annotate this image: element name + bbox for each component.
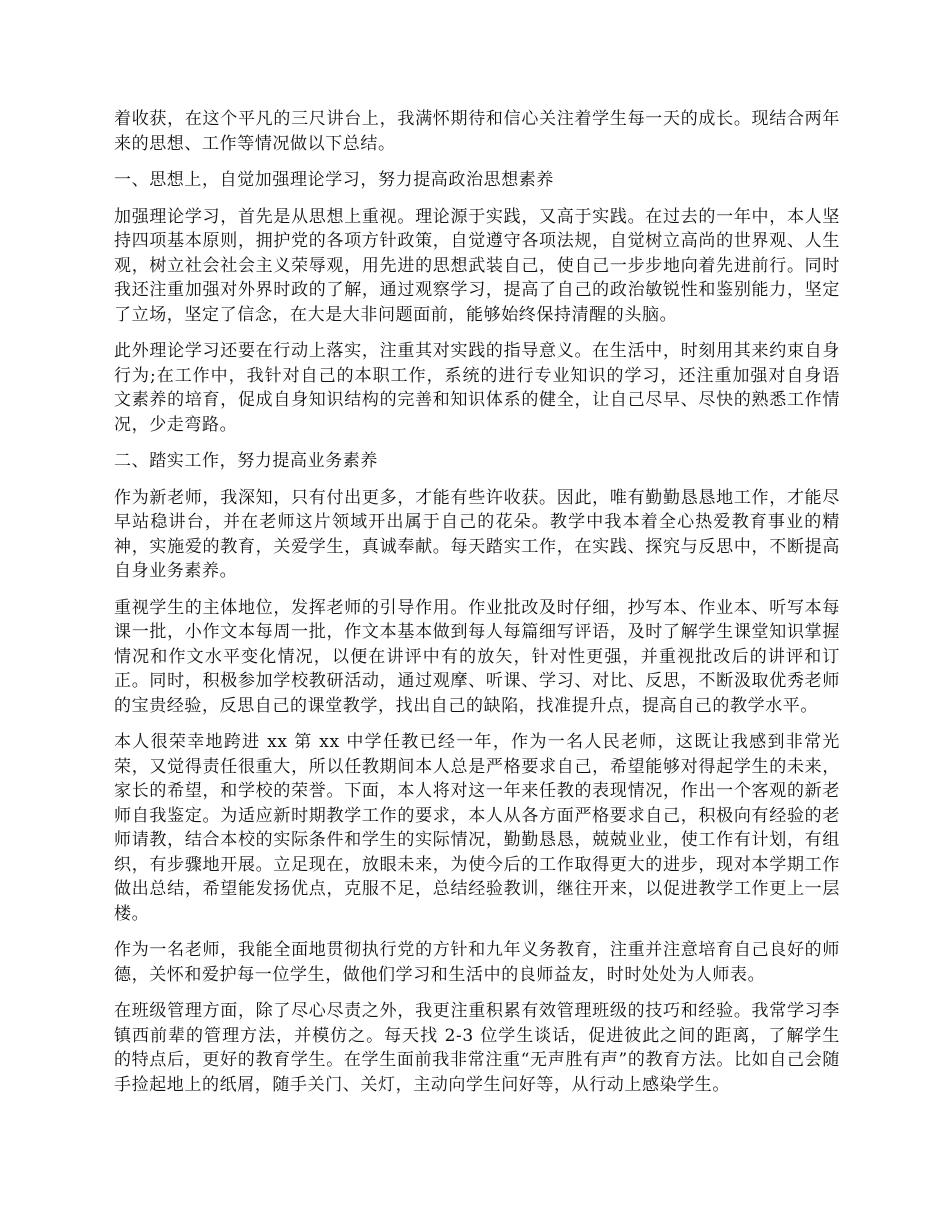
section-heading-ideology: 一、思想上，自觉加强理论学习，努力提高政治思想素养: [114, 170, 554, 190]
document-page: [114, 107, 840, 1109]
paragraph-new-teacher: 作为新老师，我深知，只有付出更多，才能有些许收获。因此，唯有勤勤恳恳地工作，才能尽早站稳讲台，并在老师这片领域开出属于自己的花朵。教学中我本着全心热爱教育事业的精神，实施爱的教育，关爱学生，真诚奉献。每天踏实工作，在实践、探究与反思中，不断提高自身业务素养。: [114, 487, 840, 581]
paragraph-class-management: 在班级管理方面，除了尽心尽责之外，我更注重积累有效管理班级的技巧和经验。我常学习李镇西前辈的管理方法，并模仿之。每天找 2-3 位学生谈话，促进彼此之间的距离，了解学生的特点后，更好的教育学生。在学生面前我非常注重“无声胜有声”的教育方法。比如自己会随手捡起地上的纸屑，随手关门、关灯，主动向学生问好等，从行动上感染学生。: [114, 1001, 840, 1095]
paragraph-teacher-ethics: 作为一名老师，我能全面地贯彻执行党的方针和九年义务教育，注重并注意培育自己良好的师德，关怀和爱护每一位学生，做他们学习和生活中的良师益友，时时处处为人师表。: [114, 940, 840, 985]
paragraph-theory-practice: 此外理论学习还要在行动上落实，注重其对实践的指导意义。在生活中，时刻用其来约束自身行为;在工作中，我针对自己的本职工作，系统的进行专业知识的学习，还注重加强对自身语文素养的培育，促成自身知识结构的完善和知识体系的健全，让自己尽早、尽快的熟悉工作情况，少走弯路。: [114, 341, 840, 435]
section-heading-work: 二、踏实工作，努力提高业务素养: [114, 451, 378, 471]
paragraph-student-focus: 重视学生的主体地位，发挥老师的引导作用。作业批改及时仔细，抄写本、作业本、听写本每课一批，小作文本每周一批，作文本基本做到每人每篇细写评语，及时了解学生课堂知识掌握情况和作文水平变化情况，以便在讲评中有的放矢，针对性更强，并重视批改后的讲评和订正。同时，积极参加学校教研活动，通过观摩、听课、学习、对比、反思，不断汲取优秀老师的宝贵经验，反思自己的课堂教学，找出自己的缺陷，找准提升点，提高自己的教学水平。: [114, 597, 840, 716]
paragraph-theory-study: 加强理论学习，首先是从思想上重视。理论源于实践，又高于实践。在过去的一年中，本人坚持四项基本原则，拥护党的各项方针政策，自觉遵守各项法规，自觉树立高尚的世界观、人生观，树立社会社会主义荣辱观，用先进的思想武装自己，使自己一步步地向着先进前行。同时我还注重加强对外界时政的了解，通过观察学习，提高了自己的政治敏锐性和鉴别能力，坚定了立场，坚定了信念，在大是大非问题面前，能够始终保持清醒的头脑。: [114, 206, 840, 325]
paragraph-self-evaluation: 本人很荣幸地跨进 xx 第 xx 中学任教已经一年，作为一名人民老师，这既让我感到非常光荣，又觉得责任很重大，所以任教期间本人总是严格要求自己，希望能够对得起学生的未来，家长的希望，和学校的荣誉。下面，本人将对这一年来任教的表现情况，作出一个客观的新老师自我鉴定。为适应新时期教学工作的要求，本人从各方面严格要求自己，积极向有经验的老师请教，结合本校的实际条件和学生的实际情况，勤勤恳恳，兢兢业业，使工作有计划，有组织，有步骤地开展。立足现在，放眼未来，为使今后的工作取得更大的进步，现对本学期工作做出总结，希望能发扬优点，克服不足，总结经验教训，继往开来，以促进教学工作更上一层楼。: [114, 732, 840, 924]
paragraph-intro: 着收获，在这个平凡的三尺讲台上，我满怀期待和信心关注着学生每一天的成长。现结合两年来的思想、工作等情况做以下总结。: [114, 109, 840, 154]
